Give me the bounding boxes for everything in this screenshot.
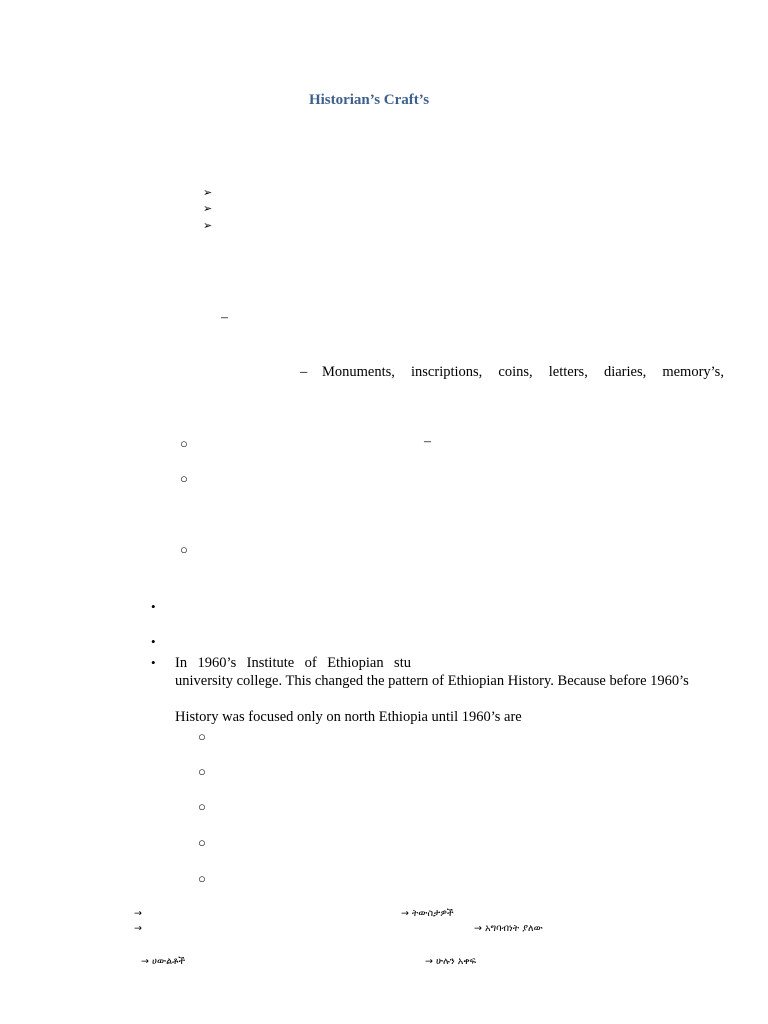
sources-word: letters, — [548, 364, 588, 380]
glossary-entry — [141, 956, 185, 968]
paragraph-line-3: History was focused only on north Ethiopia until 1960’s are — [175, 709, 522, 725]
paragraph-word: Ethiopian — [327, 655, 384, 671]
disc-bullet-icon: • — [151, 655, 156, 670]
glossary-entry — [474, 923, 543, 935]
circle-bullet-icon: ○ — [198, 871, 206, 886]
sources-line-dash: – — [300, 364, 308, 380]
disc-bullet-icon: • — [151, 634, 156, 649]
circle-bullet-icon: ○ — [198, 835, 206, 850]
sources-word: coins, — [498, 364, 533, 380]
glossary-entry — [425, 956, 476, 968]
arrow-bullet-icon: ➢ — [203, 220, 213, 232]
arrow-right-icon: → — [134, 923, 142, 934]
arrow-bullet-icon: ➢ — [203, 187, 213, 199]
sources-word: memory’s, — [662, 364, 724, 380]
dash-separator: – — [221, 310, 228, 325]
paragraph-line-1 — [175, 654, 411, 672]
sources-word: inscriptions, — [411, 364, 483, 380]
disc-bullet-icon: • — [151, 599, 156, 614]
circle-bullet-icon: ○ — [180, 471, 188, 486]
glossary-term: ትውስታዎች — [412, 908, 454, 919]
arrow-right-icon: → — [141, 956, 149, 967]
sources-word: Monuments, — [322, 364, 395, 380]
paragraph-word: of — [304, 655, 317, 671]
dash-separator: – — [424, 434, 431, 449]
paragraph-word: Institute — [246, 655, 295, 671]
circle-bullet-icon: ○ — [198, 799, 206, 814]
circle-bullet-icon: ○ — [198, 764, 206, 779]
glossary-term: አግባብነት ያለው — [485, 923, 543, 934]
paragraph-word: stu — [394, 655, 411, 671]
sources-line — [322, 363, 724, 381]
arrow-right-icon: → — [474, 923, 482, 934]
document-title: Historian’s Craft’s — [308, 92, 430, 108]
glossary-entry — [401, 908, 454, 920]
arrow-bullet-icon: ➢ — [203, 203, 213, 215]
arrow-right-icon: → — [134, 908, 142, 919]
glossary-term: ሁሉን አቀፍ — [436, 956, 477, 967]
arrow-right-icon: → — [401, 908, 409, 919]
sources-word: diaries, — [603, 364, 647, 380]
glossary-term: ሀውልቶች — [152, 956, 186, 967]
paragraph-line-2: university college. This changed the pattern of Ethiopian History. Because before 1960’s — [175, 673, 689, 689]
arrow-right-icon: → — [425, 956, 433, 967]
circle-bullet-icon: ○ — [198, 729, 206, 744]
paragraph-word: 1960’s — [197, 655, 237, 671]
circle-bullet-icon: ○ — [180, 436, 188, 451]
paragraph-word: In — [175, 655, 188, 671]
circle-bullet-icon: ○ — [180, 542, 188, 557]
